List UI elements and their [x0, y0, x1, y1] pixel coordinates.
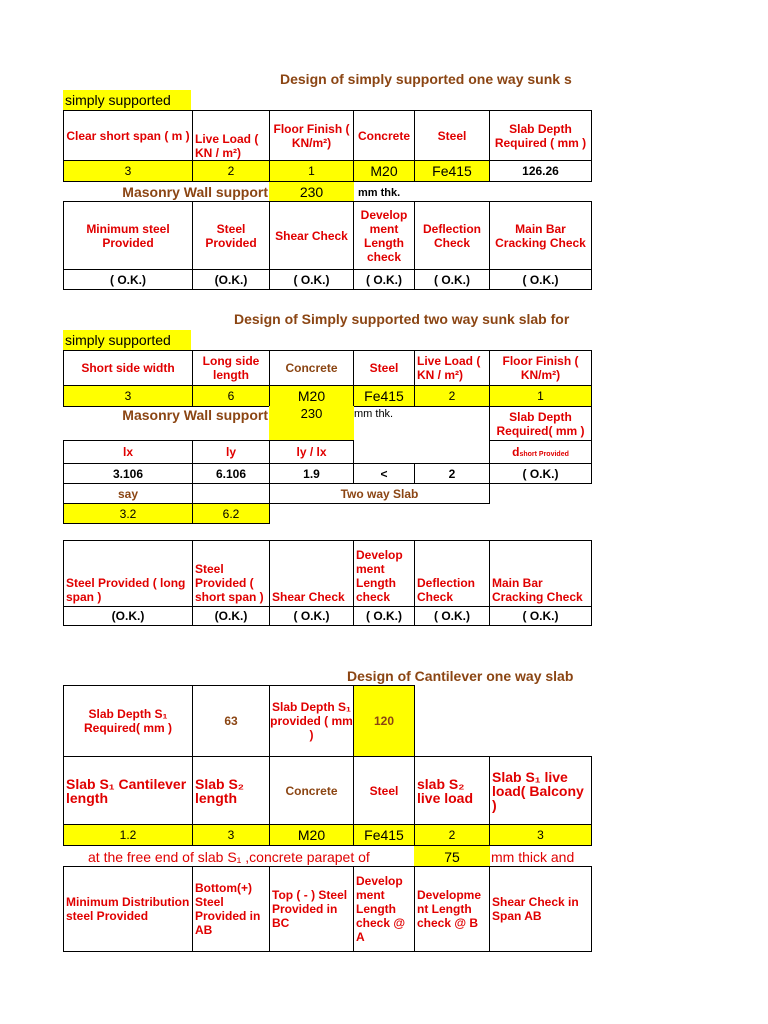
s3-header-s1-live-load: Slab S₁ live load( Balcony )	[489, 756, 592, 825]
section1-title: Design of simply supported one way sunk s	[280, 71, 572, 87]
s3-check-header-development-a: Develop ment Length check @ A	[353, 866, 415, 952]
s3-parapet-unit: mm thick and	[491, 848, 575, 865]
s3-value-cantilever-length: 1.2	[63, 824, 193, 846]
s3-check-header-development-b: Developme nt Length check @ B	[414, 866, 490, 952]
s2-check-deflection: ( O.K.)	[414, 606, 490, 626]
s2-header-live-load: Live Load ( KN / m²)	[414, 350, 490, 386]
s3-parapet-text: at the free end of slab S₁ ,concrete parapet of	[88, 848, 370, 865]
s2-header-steel: Steel	[353, 350, 415, 386]
s2-value-long-side: 6	[192, 385, 270, 407]
s3-header-s2-length: Slab S₂ length	[192, 756, 270, 825]
s3-value-s1-live-load: 3	[489, 824, 592, 846]
s2-header-d-short	[489, 440, 592, 464]
s1-check-header-min-steel: Minimum steel Provided	[63, 201, 193, 270]
s2-header-floor-finish: Floor Finish ( KN/m²)	[489, 350, 592, 386]
s2-value-limit: 2	[414, 463, 490, 484]
s3-check-header-bottom-steel: Bottom(+) Steel Provided in AB	[192, 866, 270, 952]
s1-check-steel: (O.K.)	[192, 269, 270, 290]
s1-value-slab-depth: 126.26	[489, 160, 592, 182]
s2-check-shear: ( O.K.)	[269, 606, 354, 626]
s1-value-span: 3	[63, 160, 193, 182]
s3-header-s2-live-load: slab S₂ live load	[414, 756, 490, 825]
section2-title: Design of Simply supported two way sunk slab for	[234, 311, 570, 327]
s1-masonry-unit: mm thk.	[358, 187, 401, 199]
s2-value-d-short-check: ( O.K.)	[489, 463, 592, 484]
section3-title: Design of Cantilever one way slab	[347, 668, 574, 684]
s2-slab-type: Two way Slab	[269, 483, 490, 504]
s1-check-deflection: ( O.K.)	[414, 269, 490, 290]
s3-depth-required-value: 63	[192, 685, 270, 757]
s1-header-floor-finish: Floor Finish ( KN/m²)	[269, 110, 354, 161]
s3-check-header-min-distribution: Minimum Distribution steel Provided	[63, 866, 193, 952]
s1-header-live-load: Live Load ( KN / m²)	[192, 110, 270, 161]
s3-parapet-value: 75	[414, 846, 490, 867]
s1-value-floor-finish: 1	[269, 160, 354, 182]
s2-header-lx: lx	[63, 440, 193, 464]
s2-check-header-shear: Shear Check	[269, 540, 354, 607]
s3-header-concrete: Concrete	[269, 756, 354, 825]
s1-check-min-steel: ( O.K.)	[63, 269, 193, 290]
s3-check-header-top-steel: Top ( - ) Steel Provided in BC	[269, 866, 354, 952]
s2-check-header-cracking: Main Bar Cracking Check	[489, 540, 592, 607]
s2-value-less-than: <	[353, 463, 415, 484]
s2-check-short: (O.K.)	[192, 606, 270, 626]
s2-masonry-cell	[269, 406, 354, 440]
s2-say-ly: 6.2	[192, 503, 270, 524]
s3-value-s2-length: 3	[192, 824, 270, 846]
s1-header-slab-depth: Slab Depth Required ( mm )	[489, 110, 592, 161]
s2-d-short-sub: short Provided	[519, 451, 569, 458]
s1-header-concrete: Concrete	[353, 110, 415, 161]
s1-check-cracking: ( O.K.)	[489, 269, 592, 290]
s1-value-concrete: M20	[353, 160, 415, 182]
s3-depth-required-label: Slab Depth S₁ Required( mm )	[63, 685, 193, 757]
section2-tag: simply supported	[63, 330, 191, 350]
s1-check-development: ( O.K.)	[353, 269, 415, 290]
s2-check-header-long: Steel Provided ( long span )	[63, 540, 193, 607]
s2-check-header-short: Steel Provided ( short span )	[192, 540, 270, 607]
s1-value-steel: Fe415	[414, 160, 490, 182]
s2-check-header-development: Develop ment Length check	[353, 540, 415, 607]
s2-value-short-side: 3	[63, 385, 193, 407]
s2-check-header-deflection: Deflection Check	[414, 540, 490, 607]
s3-header-cantilever-length: Slab S₁ Cantilever length	[63, 756, 193, 825]
s2-header-short-side: Short side width	[63, 350, 193, 386]
s2-say-blank	[192, 483, 270, 504]
s2-masonry-value: 230	[300, 406, 323, 421]
s1-check-header-deflection: Deflection Check	[414, 201, 490, 270]
s3-depth-provided-label: Slab Depth S₁ provided ( mm )	[269, 685, 354, 757]
s3-value-steel: Fe415	[353, 824, 415, 846]
s1-check-shear: ( O.K.)	[269, 269, 354, 290]
s1-value-live-load: 2	[192, 160, 270, 182]
s2-header-long-side: Long side length	[192, 350, 270, 386]
s1-check-header-shear: Shear Check	[269, 201, 354, 270]
s2-check-long: (O.K.)	[63, 606, 193, 626]
s2-check-cracking: ( O.K.)	[489, 606, 592, 626]
s2-masonry-label: Masonry Wall support	[122, 407, 268, 423]
s3-depth-provided-value: 120	[353, 685, 415, 757]
s1-masonry-value: 230	[269, 182, 354, 202]
section1-tag: simply supported	[63, 90, 191, 110]
s2-say-label: say	[63, 483, 193, 504]
s2-value-steel: Fe415	[353, 385, 415, 407]
s3-header-steel: Steel	[353, 756, 415, 825]
s1-check-header-development: Develop ment Length check	[353, 201, 415, 270]
s1-header-span: Clear short span ( m )	[63, 110, 193, 161]
s2-header-slab-depth: Slab Depth Required( mm )	[489, 406, 592, 441]
s2-value-floor-finish: 1	[489, 385, 592, 407]
s2-value-lx: 3.106	[63, 463, 193, 484]
s2-check-development: ( O.K.)	[353, 606, 415, 626]
s2-header-ratio: ly / lx	[269, 440, 354, 464]
s2-value-ratio: 1.9	[269, 463, 354, 484]
s1-check-header-cracking: Main Bar Cracking Check	[489, 201, 592, 270]
s1-masonry-label: Masonry Wall support	[122, 184, 268, 200]
s3-check-header-shear-ab: Shear Check in Span AB	[489, 866, 592, 952]
s2-header-ly: ly	[192, 440, 270, 464]
s2-header-concrete: Concrete	[269, 350, 354, 386]
s2-value-live-load: 2	[414, 385, 490, 407]
s2-say-lx: 3.2	[63, 503, 193, 524]
s3-value-s2-live-load: 2	[414, 824, 490, 846]
s2-value-concrete: M20	[269, 385, 354, 407]
s1-check-header-steel: Steel Provided	[192, 201, 270, 270]
s2-value-ly: 6.106	[192, 463, 270, 484]
s2-masonry-unit: mm thk.	[354, 408, 394, 420]
s2-d-short-main: d	[512, 445, 520, 459]
s3-value-concrete: M20	[269, 824, 354, 846]
s1-header-steel: Steel	[414, 110, 490, 161]
